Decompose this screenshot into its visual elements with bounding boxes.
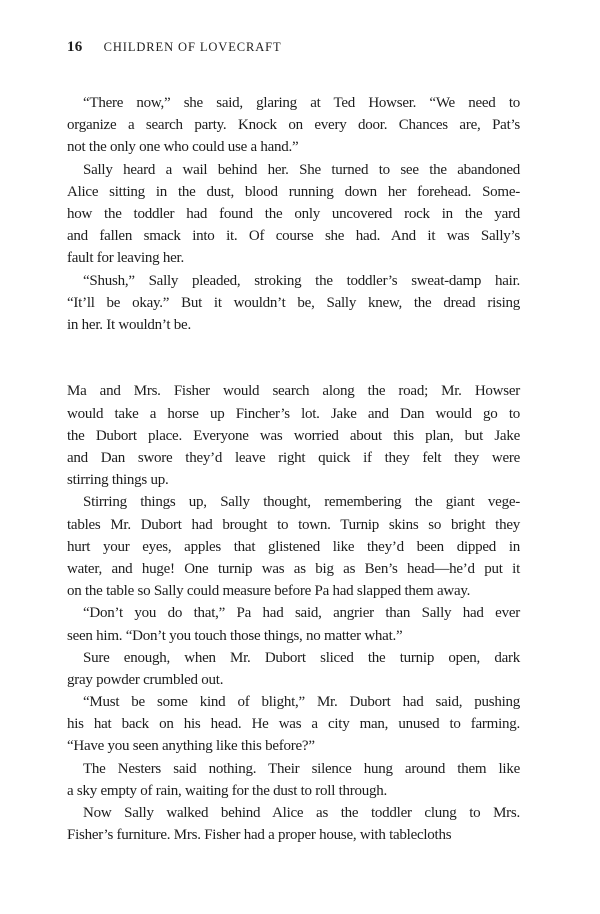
running-header [67, 39, 282, 56]
body-line: Alice sitting in the dust, blood running down her forehead. Some- [67, 183, 520, 200]
paragraph [67, 92, 520, 159]
running-title: CHILDREN OF LOVECRAFT [103, 40, 282, 54]
body-line: Ma and Mrs. Fisher would search along the road; Mr. Howser [67, 383, 520, 400]
body-line: “Must be some kind of blight,” Mr. Dubort had said, pushing [83, 694, 520, 711]
body-line: seen him. “Don’t you touch those things, no matter what.” [67, 627, 403, 644]
body-text [67, 92, 520, 846]
body-line: the Dubort place. Everyone was worried about this plan, but Jake [67, 427, 520, 444]
body-line: organize a search party. Knock on every door. Chances are, Pat’s [67, 117, 520, 134]
paragraph [67, 758, 520, 802]
body-line: and Dan swore they’d leave right quick if they felt they were [67, 450, 520, 467]
body-line: and fallen smack into it. Of course she had. And it was Sally’s [67, 228, 520, 245]
body-line: fault for leaving her. [67, 250, 184, 267]
paragraph [67, 647, 520, 691]
body-line: “It’ll be okay.” But it wouldn’t be, Sally knew, the dread rising [67, 294, 520, 311]
body-line: in her. It wouldn’t be. [67, 316, 191, 333]
body-line: “Shush,” Sally pleaded, stroking the toddler’s sweat-damp hair. [83, 272, 520, 289]
body-line: water, and huge! One turnip was as big as Ben’s head—he’d put it [67, 560, 520, 577]
body-line: stirring things up. [67, 472, 169, 489]
paragraph [67, 270, 520, 337]
body-line: on the table so Sally could measure before Pa had slapped them away. [67, 583, 471, 600]
body-line: hurt your eyes, apples that glistened like they’d been dipped in [67, 538, 520, 555]
body-line: “Don’t you do that,” Pa had said, angrier than Sally had ever [83, 605, 520, 622]
paragraph [67, 602, 520, 646]
body-line: his hat back on his head. He was a city man, unused to farming. [67, 716, 520, 733]
body-line: would take a horse up Fincher’s lot. Jake and Dan would go to [67, 405, 520, 422]
paragraph [67, 491, 520, 602]
body-line: Now Sally walked behind Alice as the toddler clung to Mrs. [83, 805, 520, 822]
section-break [67, 336, 520, 380]
body-line: gray powder crumbled out. [67, 671, 224, 688]
body-line: how the toddler had found the only uncovered rock in the yard [67, 205, 520, 222]
body-line: “Have you seen anything like this before?” [67, 738, 315, 755]
paragraph [67, 380, 520, 491]
body-line: The Nesters said nothing. Their silence hung around them like [83, 760, 520, 777]
body-line: Stirring things up, Sally thought, remembering the giant vege- [83, 494, 520, 511]
body-line: Sure enough, when Mr. Dubort sliced the turnip open, dark [83, 649, 520, 666]
paragraph [67, 691, 520, 758]
paragraph [67, 159, 520, 270]
paragraph [67, 802, 520, 846]
body-line: Fisher’s furniture. Mrs. Fisher had a proper house, with tablecloths [67, 827, 452, 844]
body-line: tables Mr. Dubort had brought to town. Turnip skins so bright they [67, 516, 520, 533]
body-line: Sally heard a wail behind her. She turned to see the abandoned [83, 161, 520, 178]
body-line: “There now,” she said, glaring at Ted Howser. “We need to [83, 95, 520, 111]
body-line: not the only one who could use a hand.” [67, 139, 299, 156]
body-line: a sky empty of rain, waiting for the dust to roll through. [67, 782, 388, 799]
page-number: 16 [67, 39, 83, 55]
